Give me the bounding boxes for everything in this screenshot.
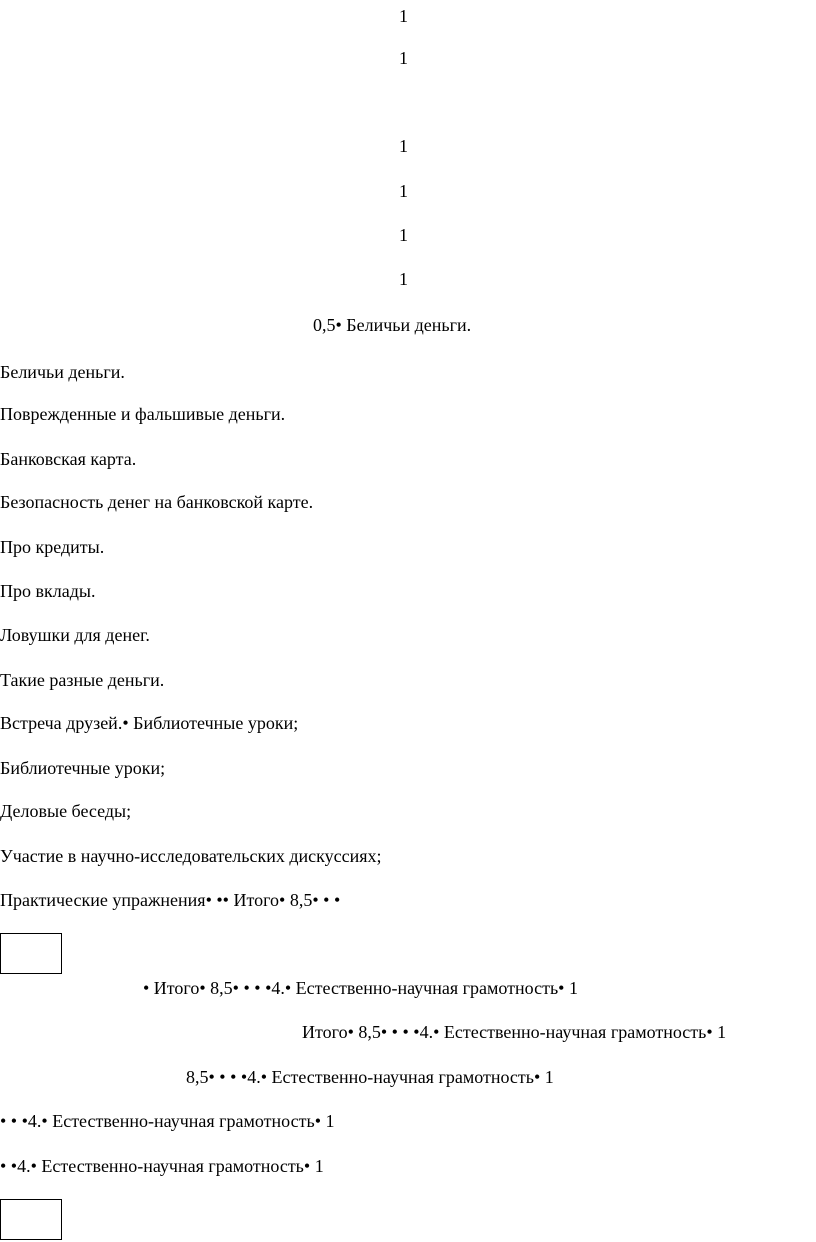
fragment-line: • Итого• 8,5• • • •4.• Естественно-научная грамотность• 1 xyxy=(143,978,578,998)
topic-line: Беличьи деньги. xyxy=(0,362,125,382)
empty-cell-box xyxy=(0,1199,62,1240)
fragment-line: • •4.• Естественно-научная грамотность• 1 xyxy=(0,1156,324,1176)
top-number: 1 xyxy=(399,48,408,68)
top-number: 1 xyxy=(399,225,408,245)
fragment-line: • • •4.• Естественно-научная грамотность• 1 xyxy=(0,1111,335,1131)
top-number: 1 xyxy=(399,181,408,201)
topic-line: Поврежденные и фальшивые деньги. xyxy=(0,404,286,424)
topic-line: Практические упражнения• •• Итого• 8,5• • • xyxy=(0,890,341,910)
caption-line: 0,5• Беличьи деньги. xyxy=(313,315,472,335)
topic-line: Встреча друзей.• Библиотечные уроки; xyxy=(0,713,299,733)
topic-line: Такие разные деньги. xyxy=(0,670,165,690)
topic-line: Про кредиты. xyxy=(0,537,105,557)
topic-line: Про вклады. xyxy=(0,581,96,601)
top-number: 1 xyxy=(399,6,408,26)
topic-line: Безопасность денег на банковской карте. xyxy=(0,492,314,512)
fragment-line: 8,5• • • •4.• Естественно-научная грамотность• 1 xyxy=(186,1067,554,1087)
fragment-line: Итого• 8,5• • • •4.• Естественно-научная грамотность• 1 xyxy=(302,1022,727,1042)
topic-line: Деловые беседы; xyxy=(0,801,132,821)
top-number: 1 xyxy=(399,136,408,156)
topic-line: Библиотечные уроки; xyxy=(0,758,166,778)
top-number: 1 xyxy=(399,269,408,289)
topic-line: Участие в научно-исследовательских дискуссиях; xyxy=(0,846,382,866)
empty-cell-box xyxy=(0,933,62,974)
topic-line: Банковская карта. xyxy=(0,449,137,469)
topic-line: Ловушки для денег. xyxy=(0,625,150,645)
